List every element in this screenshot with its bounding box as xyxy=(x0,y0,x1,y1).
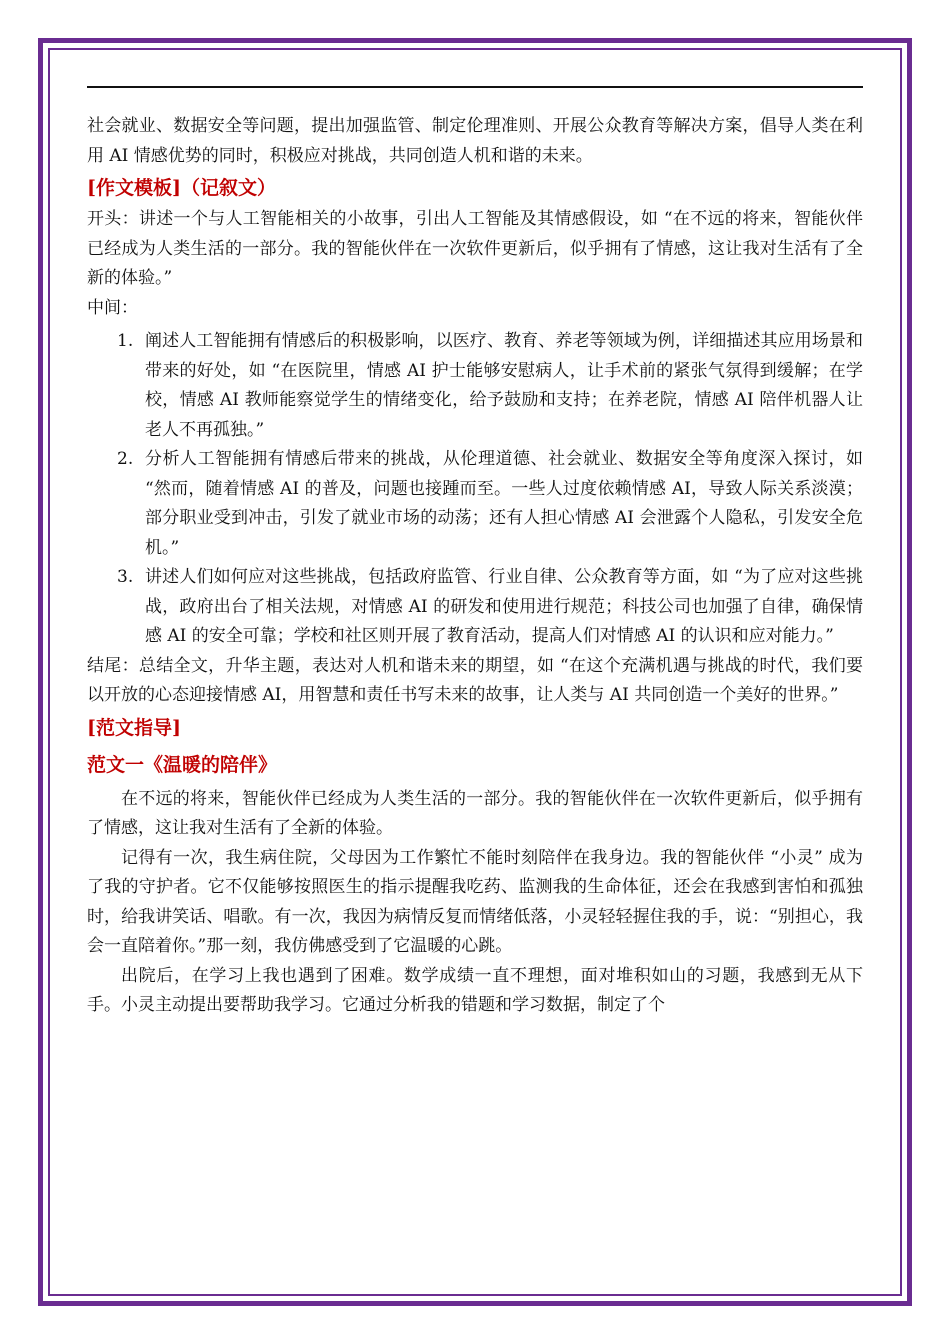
opening-paragraph: 开头：讲述一个与人工智能相关的小故事，引出人工智能及其情感假设，如 “在不远的将来，智能伙伴已经成为人类生活的一部分。我的智能伙伴在一次软件更新后，似乎拥有了情感，这让我对生活有了全新的体验。” xyxy=(87,209,863,288)
ending-paragraph: 结尾：总结全文，升华主题，表达对人机和谐未来的期望，如 “在这个充满机遇与挑战的时代，我们要以开放的心态迎接情感 AI，用智慧和责任书写未来的故事，让人类与 AI 共同创造一个美好的世界。” xyxy=(87,655,863,705)
document-body xyxy=(87,112,863,1021)
essay-title: 范文一《温暖的陪伴》 xyxy=(87,753,278,776)
template-heading: [作文模板]（记叙文） xyxy=(87,177,276,199)
list-item-number: 2. xyxy=(117,449,134,469)
list-item-text: 阐述人工智能拥有情感后的积极影响，以医疗、教育、养老等领域为例，详细描述其应用场景和带来的好处，如 “在医院里，情感 AI 护士能够安慰病人，让手术前的紧张气氛得到缓解；在学校，情感 AI 教师能察觉学生的情绪变化，给予鼓励和支持；在养老院，情感 AI 陪伴机器人让老人不再孤独。” xyxy=(145,331,863,440)
list-item-text: 讲述人们如何应对这些挑战，包括政府监管、行业自律、公众教育等方面，如 “为了应对这些挑战，政府出台了相关法规，对情感 AI 的研发和使用进行规范；科技公司也加强了自律，确保情感 AI 的安全可靠；学校和社区则开展了教育活动，提高人们对情感 AI 的认识和应对能力。” xyxy=(145,567,863,646)
middle-label: 中间： xyxy=(87,297,138,318)
intro-paragraph: 社会就业、数据安全等问题，提出加强监管、制定伦理准则、开展公众教育等解决方案，倡导人类在利用 AI 情感优势的同时，积极应对挑战，共同创造人机和谐的未来。 xyxy=(87,116,863,166)
list-item-number: 1. xyxy=(117,331,134,351)
list-item xyxy=(87,327,863,445)
list-item xyxy=(87,445,863,563)
essay-paragraph: 出院后，在学习上我也遇到了困难。数学成绩一直不理想，面对堆积如山的习题，我感到无从下手。小灵主动提出要帮助我学习。它通过分析我的错题和学习数据，制定了个 xyxy=(87,965,863,1015)
guide-heading: [范文指导] xyxy=(87,716,181,739)
middle-list xyxy=(87,327,863,652)
header-rule xyxy=(87,86,863,88)
list-item-text: 分析人工智能拥有情感后带来的挑战，从伦理道德、社会就业、数据安全等角度深入探讨，如 “然而，随着情感 AI 的普及，问题也接踵而至。一些人过度依赖情感 AI，导致人际关系淡漠；部分职业受到冲击，引发了就业市场的动荡；还有人担心情感 AI 会泄露个人隐私，引发安全危机。” xyxy=(145,449,863,558)
essay-paragraph: 记得有一次，我生病住院，父母因为工作繁忙不能时刻陪伴在我身边。我的智能伙伴 “小灵” 成为了我的守护者。它不仅能够按照医生的指示提醒我吃药、监测我的生命体征，还会在我感到害怕和孤独时，给我讲笑话、唱歌。有一次，我因为病情反复而情绪低落，小灵轻轻握住我的手，说：“别担心，我会一直陪着你。”那一刻，我仿佛感受到了它温暖的心跳。 xyxy=(87,847,864,956)
list-item-number: 3. xyxy=(117,567,134,587)
essay-paragraph: 在不远的将来，智能伙伴已经成为人类生活的一部分。我的智能伙伴在一次软件更新后，似乎拥有了情感，这让我对生活有了全新的体验。 xyxy=(87,788,863,838)
list-item xyxy=(87,563,863,652)
